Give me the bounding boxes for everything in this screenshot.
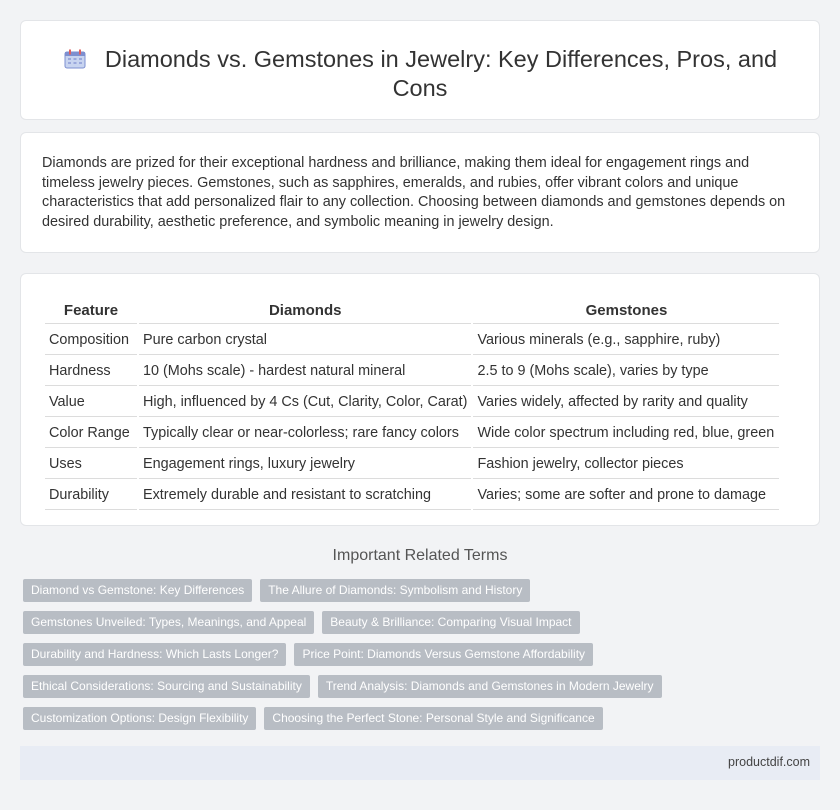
diamond-cell: 10 (Mohs scale) - hardest natural mineral [139, 357, 471, 386]
header-gemstones: Gemstones [473, 298, 779, 324]
calendar-icon [63, 49, 87, 69]
gemstone-cell: Various minerals (e.g., sapphire, ruby) [473, 326, 779, 355]
table-row [45, 450, 779, 479]
gemstone-cell: Varies widely, affected by rarity and quality [473, 388, 779, 417]
related-term-tag[interactable]: Durability and Hardness: Which Lasts Longer? [23, 643, 286, 666]
tag-row [23, 611, 803, 634]
page-title: Diamonds vs. Gemstones in Jewelry: Key Differences, Pros, and Cons [104, 46, 778, 101]
footer-site-link[interactable]: productdif.com [728, 755, 810, 769]
gemstone-cell: Wide color spectrum including red, blue, green [473, 419, 779, 448]
related-term-tag[interactable]: Customization Options: Design Flexibility [23, 707, 256, 730]
tag-row [23, 579, 803, 602]
intro-paragraph: Diamonds are prized for their exceptional hardness and brilliance, making them ideal for engagement rings and timeless jewelry pieces. Gemstones, such as sapphires, emeralds, and rubies, offer vibrant colors and unique characteristics that add personalized flair to any collection. Choosing between diamonds and gemstones depends on desired durability, aesthetic preference, and symbolic meaning in jewelry design. [42, 155, 786, 230]
related-term-tag[interactable]: The Allure of Diamonds: Symbolism and History [260, 579, 530, 602]
related-term-tag[interactable]: Trend Analysis: Diamonds and Gemstones in Modern Jewelry [318, 675, 662, 698]
feature-cell: Uses [45, 450, 137, 479]
tag-row [23, 707, 803, 730]
related-term-tag[interactable]: Beauty & Brilliance: Comparing Visual Impact [322, 611, 579, 634]
diamond-cell: Typically clear or near-colorless; rare fancy colors [139, 419, 471, 448]
related-term-tag[interactable]: Gemstones Unveiled: Types, Meanings, and Appeal [23, 611, 314, 634]
feature-cell: Value [45, 388, 137, 417]
diamond-cell: Extremely durable and resistant to scratching [139, 481, 471, 510]
table-row [45, 419, 779, 448]
related-terms-heading: Important Related Terms [332, 547, 508, 564]
comparison-table-card [20, 273, 820, 526]
table-row [45, 481, 779, 510]
gemstone-cell: 2.5 to 9 (Mohs scale), varies by type [473, 357, 779, 386]
page-title-wrap [61, 45, 779, 103]
intro-card [20, 132, 820, 253]
footer [20, 746, 820, 780]
diamond-cell: Pure carbon crystal [139, 326, 471, 355]
diamond-cell: High, influenced by 4 Cs (Cut, Clarity, Color, Carat) [139, 388, 471, 417]
related-term-tag[interactable]: Diamond vs Gemstone: Key Differences [23, 579, 252, 602]
table-row [45, 357, 779, 386]
diamond-cell: Engagement rings, luxury jewelry [139, 450, 471, 479]
table-row [45, 388, 779, 417]
feature-cell: Durability [45, 481, 137, 510]
tag-row [23, 643, 803, 666]
feature-cell: Hardness [45, 357, 137, 386]
related-term-tag[interactable]: Choosing the Perfect Stone: Personal Style and Significance [264, 707, 602, 730]
tag-row [23, 675, 803, 698]
related-term-tag[interactable]: Ethical Considerations: Sourcing and Sustainability [23, 675, 310, 698]
feature-cell: Composition [45, 326, 137, 355]
header-diamonds: Diamonds [139, 298, 471, 324]
related-term-tag[interactable]: Price Point: Diamonds Versus Gemstone Affordability [294, 643, 593, 666]
header-feature: Feature [45, 298, 137, 324]
table-header-row [45, 298, 779, 324]
table-row [45, 326, 779, 355]
header-card [20, 20, 820, 120]
related-terms-list [23, 579, 803, 739]
feature-cell: Color Range [45, 419, 137, 448]
gemstone-cell: Varies; some are softer and prone to damage [473, 481, 779, 510]
comparison-table [43, 296, 781, 512]
gemstone-cell: Fashion jewelry, collector pieces [473, 450, 779, 479]
